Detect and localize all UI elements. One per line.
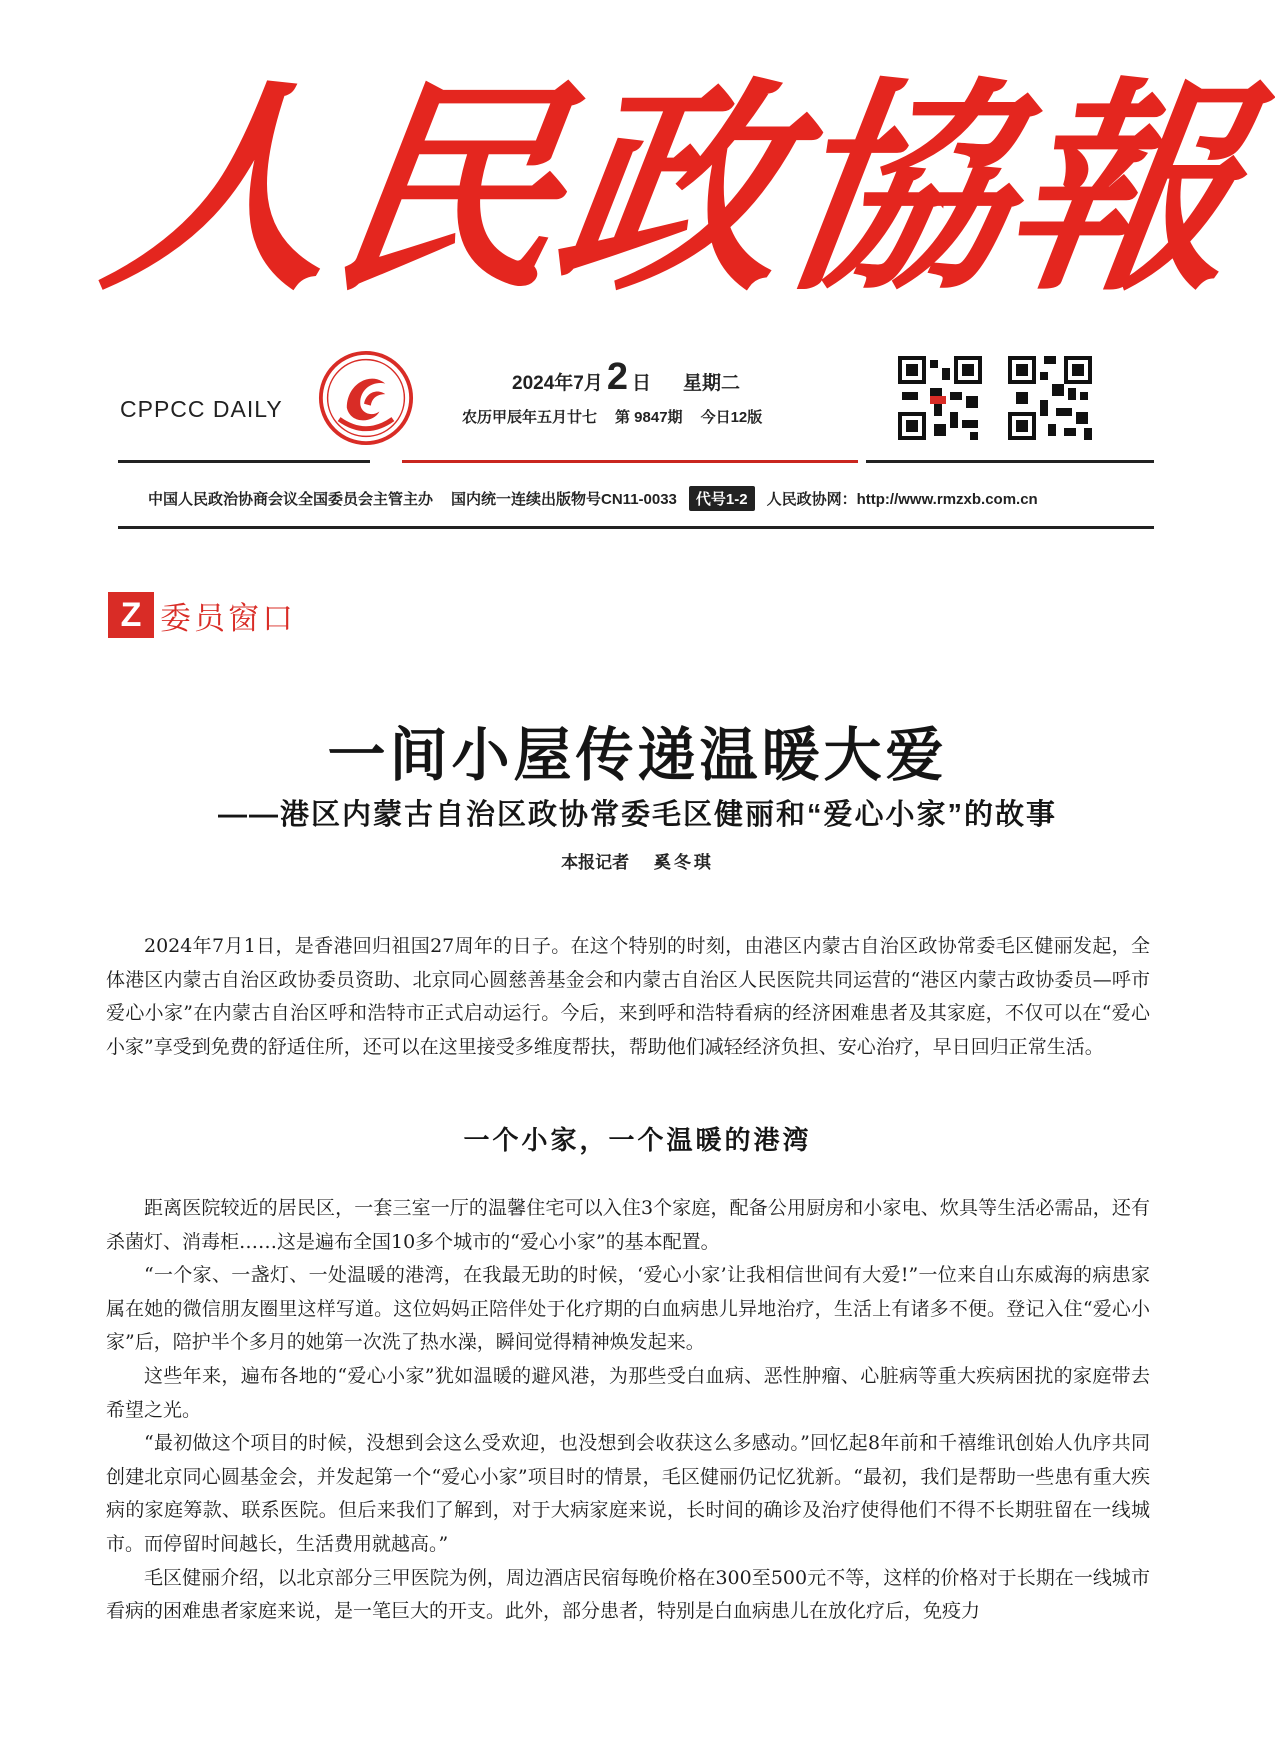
column-badge: Z (108, 592, 154, 638)
masthead-char: 人 (91, 57, 354, 322)
lunar-date: 农历甲辰年五月廿七 (462, 409, 598, 426)
body-paragraph: 毛区健丽介绍，以北京部分三甲医院为例，周边酒店民宿每晚价格在300至500元不等，这样的价格对于长期在一线城市看病的困难患者家庭来说，是一笔巨大的开支。此外，部分患者，特别是白血病患儿在放化疗后，免疫力 (106, 1566, 1150, 1623)
date-day: 2 (606, 356, 628, 398)
masthead-char: 政 (541, 57, 804, 322)
section-title: 一个小家，一个温暖的港湾 (463, 1125, 812, 1155)
body-paragraph: 距离医院较近的居民区，一套三室一厅的温馨住宅可以入住3个家庭，配备公用厨房和小家电、炊具等生活必需品，还有杀菌灯、消毒柜……这是遍布全国10多个城市的“爱心小家”的基本配置。 (106, 1197, 1150, 1253)
seal-emblem-icon (318, 350, 414, 446)
date-day-suffix: 日 (631, 373, 651, 394)
header-rule (118, 460, 370, 463)
sponsor-text: 中国人民政治协商会议全国委员会主管主办 (148, 491, 434, 508)
column-tag (108, 592, 296, 638)
date-year-month: 2024年7月 (512, 373, 603, 394)
english-name: CPPCC DAILY (120, 396, 283, 422)
info-bar (148, 486, 1138, 511)
byline-author: 奚冬琪 (653, 853, 714, 873)
article-body (106, 1192, 1150, 1629)
qr-code-icon[interactable] (898, 356, 982, 440)
article-intro (106, 930, 1150, 1064)
header-rule-red (402, 460, 858, 463)
masthead-char: 報 (991, 57, 1254, 322)
article-subtitle: ——港区内蒙古自治区政协常委毛区健丽和“爱心小家”的故事 (217, 799, 1057, 831)
column-name: 委员窗口 (160, 600, 296, 636)
website-link[interactable]: 人民政协网：http://www.rmzxb.com.cn (766, 491, 1038, 508)
intro-paragraph: 2024年7月1日，是香港回归祖国27周年的日子。在这个特别的时刻，由港区内蒙古自治区政协常委毛区健丽发起，全体港区内蒙古自治区政协委员资助、北京同心圆慈善基金会和内蒙古自治区人民医院共同运营的“港区内蒙古政协委员—呼市爱心小家”在内蒙古自治区呼和浩特市正式启动运行。今后，来到呼和浩特看病的经济困难患者及其家庭，不仅可以在“爱心小家”享受到免费的舒适住所，还可以在这里接受多维度帮扶，帮助他们减轻经济负担、安心治疗，早日回归正常生活。 (106, 935, 1150, 1058)
issue-date (512, 356, 741, 398)
masthead-char: 民 (316, 57, 579, 322)
qr-code-icon[interactable] (1008, 356, 1092, 440)
serial-number: 国内统一连续出版物号CN11-0033 (451, 491, 677, 508)
issue-details (462, 406, 762, 427)
body-paragraph: “一个家、一盏灯、一处温暖的港湾，在我最无助的时候，‘爱心小家’让我相信世间有大爱!”一位来自山东威海的病患家属在她的微信朋友圈里这样写道。这位妈妈正陪伴处于化疗期的白血病患儿异地治疗，生活上有诸多不便。登记入住“爱心小家”后，陪护半个多月的她第一次洗了热水澡，瞬间觉得精神焕发起来。 (106, 1264, 1150, 1354)
postal-code-badge: 代号1-2 (689, 486, 755, 511)
article-headline: 一间小屋传递温暖大爱 (327, 721, 948, 789)
info-rule (118, 526, 1154, 529)
page-count: 今日12版 (700, 409, 763, 426)
byline-label: 本报记者 (561, 853, 630, 872)
body-paragraph: 这些年来，遍布各地的“爱心小家”犹如温暖的避风港，为那些受白血病、恶性肿瘤、心脏病等重大疾病困扰的家庭带去希望之光。 (106, 1364, 1150, 1421)
masthead-char: 協 (766, 57, 1029, 322)
body-paragraph: “最初做这个项目的时候，没想到会这么受欢迎，也没想到会收获这么多感动。”回忆起8年前和千禧维讯创始人仇序共同创建北京同心圆基金会，并发起第一个“爱心小家”项目时的情景，毛区健丽仍记忆犹新。“最初，我们是帮助一些患有重大疾病的家庭筹款、联系医院。但后来我们了解到，对于大病家庭来说，长时间的确诊及治疗使得他们不得不长期驻留在一线城市。而停留时间越长，生活费用就越高。” (106, 1432, 1150, 1555)
article-byline (0, 848, 1275, 873)
issue-number: 第 9847期 (615, 409, 683, 426)
weekday: 星期二 (683, 373, 741, 394)
header-rule (866, 460, 1154, 463)
masthead-title (91, 57, 1254, 322)
